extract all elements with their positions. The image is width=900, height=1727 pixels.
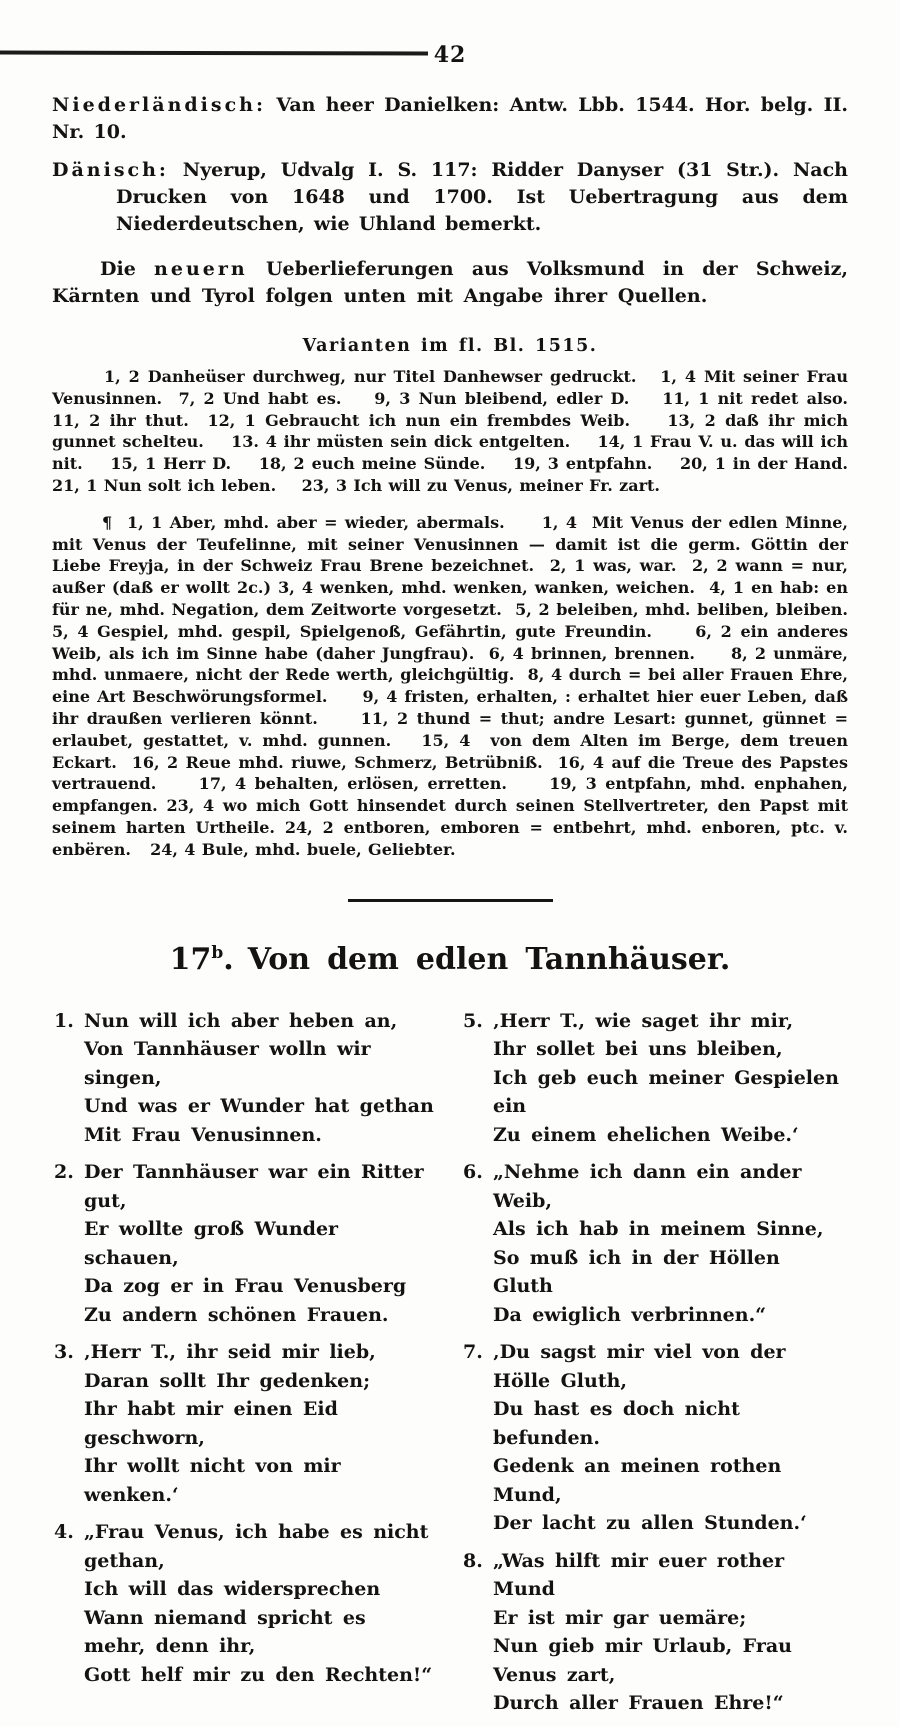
- stanza-8: [463, 1547, 846, 1718]
- stanza-lines: [493, 1007, 846, 1150]
- reference-danish-text: Nyerup, Udvalg I. S. 117: Ridder Danyser (31 Str.). Nach Drucken von 1648 und 1700. Ist Uebertragung aus dem Niederdeutschen, wie Uhland bemerkt.: [116, 159, 848, 235]
- glossary-paragraph: [52, 512, 861, 861]
- stanza-1: [54, 1007, 437, 1150]
- verse-line: Ihr wollt nicht von mir wenken.‘: [84, 1455, 341, 1506]
- verse-line: Ihr habt mir einen Eid geschworn,: [84, 1398, 338, 1449]
- stanza-number: 6.: [463, 1161, 483, 1184]
- verse-line: Mit Frau Venusinnen.: [84, 1123, 322, 1146]
- verse-line: Nun gieb mir Urlaub, Frau Venus zart,: [493, 1635, 792, 1686]
- glossary-text: 1, 1 Aber, mhd. aber = wieder, abermals. 1, 4 Mit Venus der edlen Minne, mit Venus der Teufelinne, mit seiner Venusinnen — damit ist die germ. Göttin der Liebe Freyja, in der Schweiz Frau Brene bezeichnet. 2, 1 was, war. 2, 2 wann = nur, außer (daß er wollt 2c.) 3, 4 wenken, mhd. wenken, wanken, weichen. 4, 1 en hab: en für ne, mhd. Negation, dem Zeitworte vorgesetzt. 5, 2 beleiben, mhd. beliben, bleiben. 5, 4 Gespiel, mhd. gespil, Spielgenoß, Gefährtin, gute Freundin. 6, 2 ein anderes Weib, als ich im Sinne habe (daher Jungfrau). 6, 4 brinnen, brennen. 8, 2 unmäre, mhd. unmaere, nicht der Rede werth, gleichgültig. 8, 4 durch = bei aller Frauen Ehre, eine Art Beschwörungsformel. 9, 4 fristen, erhalten, : erhaltet hier euer Leben, daß ihr draußen verlieren könnt. 11, 2 thund = thut; andre Lesart: gunnet, günnet = erlaubet, gestattet, v. mhd. gunnen. 15, 4 von dem Alten im Berge, dem treuen Eckart. 16, 2 Reue mhd. riuwe, Schmerz, Betrübniß. 16, 4 auf die Treue des Papstes vertrauend. 17, 4 behalten, erlösen, erretten. 19, 3 entpfahn, mhd. enphahen, empfangen. 23, 4 wo mich Gott hinsendet durch seinen Stellvertreter, den Papst mit seinem harten Urtheile. 24, 2 entboren, emboren = entbehrt, mhd. enboren, ptc. v. enbëren. 24, 4 Bule, mhd. buele, Geliebter.: [52, 512, 861, 859]
- verse-line: Er ist mir gar uemäre;: [493, 1606, 747, 1629]
- stanza-number: 2.: [54, 1161, 74, 1184]
- verse-line: Als ich hab in meinem Sinne,: [493, 1218, 824, 1241]
- stanza-7: [463, 1338, 846, 1538]
- verse-line: Da zog er in Frau Venusberg: [84, 1275, 407, 1298]
- stanza-lines: [84, 1518, 437, 1689]
- variants-paragraph: 1, 2 Danheüser durchweg, nur Titel Danhewser gedruckt. 1, 4 Mit seiner Frau Venusinnen. 7, 2 Und habt es. 9, 3 Nun bleibend, edler D. 11, 1 nit redet also. 11, 2 ihr thut. 12, 1 Gebraucht ich nun ein frembdes Weib. 13, 2 daß ihr mich gunnet schelteu. 13. 4 ihr müsten sein dick entgelten. 14, 1 Frau V. u. das will ich nit. 15, 1 Herr D. 18, 2 euch meine Sünde. 19, 3 entpfahn. 20, 1 in der Hand. 21, 1 Nun solt ich leben. 23, 3 Ich will zu Venus, meiner Fr. zart.: [52, 367, 874, 495]
- verse-line: Der Tannhäuser war ein Ritter gut,: [84, 1161, 424, 1212]
- verse-line: Nun will ich aber heben an,: [84, 1009, 398, 1032]
- verse-line: Zu andern schönen Frauen.: [84, 1303, 389, 1326]
- verse-line: Ich geb euch meiner Gespielen ein: [493, 1066, 839, 1118]
- verse-line: Gedenk an meinen rothen Mund,: [493, 1455, 782, 1506]
- verse-column-left: [54, 1007, 437, 1727]
- reference-dutch: [52, 92, 848, 146]
- stanza-lines: [84, 1007, 437, 1150]
- stanza-lines: [84, 1158, 437, 1329]
- verse-line: Er wollte groß Wunder schauen,: [84, 1218, 339, 1269]
- stanza-number: 3.: [54, 1341, 74, 1364]
- page-number: 42: [433, 42, 467, 68]
- ballad-number: [170, 942, 234, 977]
- verse-line: Ihr sollet bei uns bleiben,: [493, 1038, 783, 1061]
- stanza-lines: [493, 1158, 846, 1329]
- verse-line: Der lacht zu allen Stunden.‘: [493, 1512, 807, 1535]
- verse-line: Und was er Wunder hat gethan: [84, 1095, 434, 1118]
- verse-line: Da ewiglich verbrinnen.“: [493, 1303, 767, 1326]
- stanza-3: [54, 1338, 437, 1509]
- verse-line: Du hast es doch nicht befunden.: [493, 1398, 740, 1449]
- verse-line: Durch aller Frauen Ehre!“: [493, 1692, 784, 1715]
- verse-line: Gott helf mir zu den Rechten!“: [84, 1663, 433, 1686]
- ballad-number-superscript: b: [211, 942, 224, 963]
- stanza-6: [463, 1158, 846, 1329]
- verse-line: Von Tannhäuser wolln wir singen,: [84, 1038, 371, 1089]
- verse-line: ‚Herr T., ihr seid mir lieb,: [84, 1341, 376, 1364]
- ballad-title: Von dem edlen Tannhäuser.: [247, 941, 731, 977]
- variants-heading: Varianten im fl. Bl. 1515.: [302, 336, 598, 356]
- verse-line: ‚Herr T., wie saget ihr mir,: [493, 1009, 794, 1032]
- stanza-2: [54, 1158, 437, 1329]
- ballad-heading: [0, 942, 900, 977]
- verse-line: So muß ich in der Höllen Gluth: [493, 1246, 780, 1298]
- stanza-number: 8.: [463, 1549, 483, 1572]
- stanza-5: [463, 1007, 846, 1150]
- ballad-number-value: 17: [169, 941, 212, 977]
- verse-line: „Was hilft mir euer rother Mund: [493, 1549, 785, 1601]
- reference-dutch-label: Niederländisch:: [52, 94, 266, 116]
- transmission-note-rest: Ueberlieferungen aus Volksmund in der Schweiz, Kärnten und Tyrol folgen unten mit Angabe ihrer Quellen.: [52, 258, 848, 307]
- pilcrow-mark: ¶: [102, 512, 113, 532]
- verse-line: Zu einem ehelichen Weibe.‘: [493, 1123, 799, 1146]
- verse-line: „Nehme ich dann ein ander Weib,: [493, 1161, 802, 1212]
- transmission-note-start: Die: [100, 258, 136, 280]
- transmission-note: [52, 256, 848, 310]
- stanza-number: 5.: [463, 1009, 483, 1032]
- stanza-number: 1.: [54, 1009, 74, 1032]
- transmission-note-emphasis: neuern: [154, 258, 248, 280]
- stanza-4: [54, 1518, 437, 1689]
- notes-block: [0, 92, 900, 861]
- stanza-lines: [493, 1547, 846, 1718]
- reference-danish: [52, 157, 848, 238]
- stanza-lines: [84, 1338, 437, 1509]
- verse-column-right: [463, 1007, 846, 1727]
- reference-danish-label: Dänisch:: [52, 159, 169, 181]
- stanza-number: 4.: [54, 1521, 74, 1544]
- reference-dutch-text: Van heer Danielken: Antw. Lbb. 1544. Hor. belg. II. Nr. 10.: [52, 94, 848, 143]
- section-divider: [348, 899, 553, 902]
- ballad-number-dot: .: [223, 941, 234, 977]
- stanza-number: 7.: [463, 1341, 483, 1364]
- verse-line: Daran sollt Ihr gedenken;: [84, 1369, 371, 1392]
- verse-line: ‚Du sagst mir viel von der Hölle Gluth,: [493, 1341, 786, 1392]
- stanza-lines: [493, 1338, 846, 1538]
- verse-line: Ich will das widersprechen: [84, 1578, 381, 1601]
- verse-columns: [0, 1007, 900, 1727]
- verse-line: „Frau Venus, ich habe es nicht gethan,: [84, 1521, 429, 1572]
- verse-line: Wann niemand spricht es mehr, denn ihr,: [84, 1606, 366, 1658]
